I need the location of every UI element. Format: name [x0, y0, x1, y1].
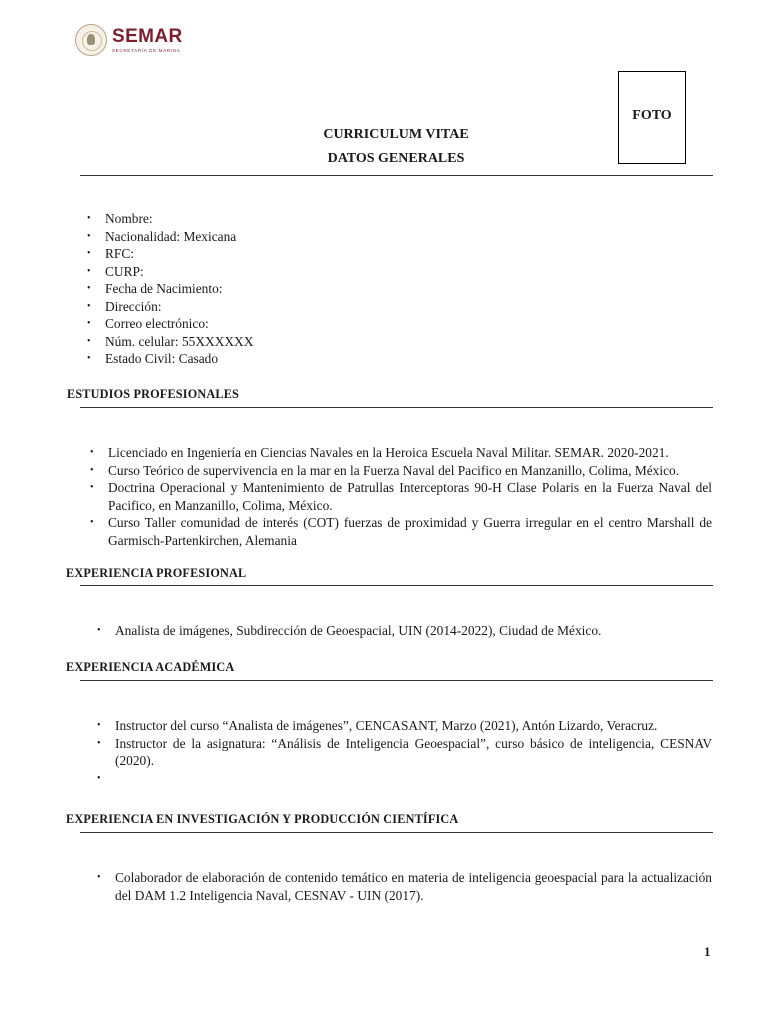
section-title-datos-generales: DATOS GENERALES: [327, 151, 465, 166]
divider: [80, 585, 713, 586]
list-item: • Dirección:: [82, 298, 702, 316]
list-item: • Analista de imágenes, Subdirección de Geoespacial, UIN (2014-2022), Ciudad de México.: [92, 622, 712, 640]
brand-name: SEMAR: [112, 26, 183, 47]
list-item: • Estado Civil: Casado: [82, 350, 702, 368]
list-item: • Licenciado en Ingeniería en Ciencias Navales en la Heroica Escuela Naval Militar. SEMAR. 2020-2021.: [85, 444, 712, 462]
heading-estudios-profesionales: ESTUDIOS PROFESIONALES: [67, 387, 240, 401]
list-item: • Instructor del curso “Analista de imágenes”, CENCASANT, Marzo (2021), Antón Lizardo, Veracruz.: [92, 717, 712, 735]
list-item: • Doctrina Operacional y Mantenimiento de Patrullas Interceptoras 90-H Clase Polaris en la Fuerza Naval del Pacifico, en Manzanillo, Colima, México.: [85, 479, 712, 514]
navy-seal-icon: [75, 24, 107, 56]
brand-block: [112, 27, 183, 53]
list-item: • Colaborador de elaboración de contenido temático en materia de inteligencia geoespacial para la actualización del DAM 1.2 Inteligencia Naval, CESNAV - UIN (2017).: [92, 869, 712, 904]
investigacion-list: [92, 869, 712, 904]
list-item: • Instructor de la asignatura: “Análisis de Inteligencia Geoespacial”, curso básico de inteligencia, CESNAV (2020).: [92, 735, 712, 770]
datos-generales-list: [82, 210, 702, 368]
list-item: • Nombre:: [82, 210, 702, 228]
heading-experiencia-profesional: EXPERIENCIA PROFESIONAL: [66, 566, 247, 580]
document-title: CURRICULUM VITAE: [323, 127, 469, 142]
list-item: [92, 770, 712, 788]
list-item: • Fecha de Nacimiento:: [82, 280, 702, 298]
list-item: • Correo electrónico:: [82, 315, 702, 333]
estudios-list: [85, 444, 712, 549]
heading-experiencia-academica: EXPERIENCIA ACADÉMICA: [66, 660, 235, 674]
list-item: • RFC:: [82, 245, 702, 263]
list-item: • Curso Taller comunidad de interés (COT) fuerzas de proximidad y Guerra irregular en el centro Marshall de Garmisch-Partenkirchen, Alemania: [85, 514, 712, 549]
list-item: • Curso Teórico de supervivencia en la mar en la Fuerza Naval del Pacifico en Manzanillo, Colima, México.: [85, 462, 712, 480]
list-item: • CURP:: [82, 263, 702, 281]
semar-logo: [75, 24, 183, 56]
divider: [80, 407, 713, 408]
page-number: 1: [704, 944, 711, 959]
experiencia-academica-list: [92, 717, 712, 787]
divider: [80, 175, 713, 176]
brand-subtitle: SECRETARÍA DE MARINA: [112, 48, 181, 53]
heading-investigacion: EXPERIENCIA EN INVESTIGACIÓN Y PRODUCCIÓN CIENTÍFICA: [66, 812, 459, 826]
list-item: • Núm. celular: 55XXXXXX: [82, 333, 702, 351]
experiencia-profesional-list: [92, 622, 712, 640]
list-item: • Nacionalidad: Mexicana: [82, 228, 702, 246]
divider: [80, 680, 713, 681]
divider: [80, 832, 713, 833]
photo-label: FOTO: [632, 108, 672, 123]
